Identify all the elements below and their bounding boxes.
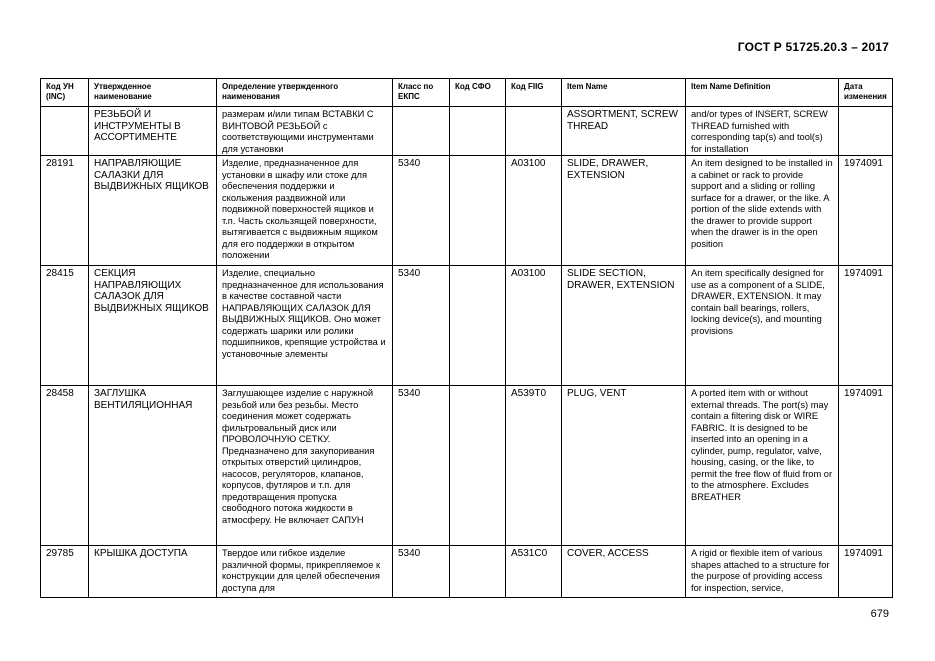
cell-item-name-definition: An item specifically designed for use as a component of a SLIDE, DRAWER, EXTENSION. It may contain ball bearings, rollers, locking device(s), and mounting provisions [686, 266, 839, 386]
cell-inc: 28191 [41, 156, 89, 266]
cell-approved-name: СЕКЦИЯ НАПРАВЛЯЮЩИХ САЛАЗОК ДЛЯ ВЫДВИЖНЫХ ЯЩИКОВ [89, 266, 217, 386]
table-row [41, 156, 893, 266]
page-number: 679 [870, 608, 889, 620]
cell-definition: размерам и/или типам ВСТАВКИ С ВИНТОВОЙ РЕЗЬБОЙ с соответствующими инструментами для установки [217, 107, 393, 156]
cell-item-name-definition: and/or types of INSERT, SCREW THREAD furnished with corresponding tap(s) and tool(s) for installation [686, 107, 839, 156]
cell-approved-name: РЕЗЬБОЙ И ИНСТРУМЕНТЫ В АССОРТИМЕНТЕ [89, 107, 217, 156]
table-row [41, 546, 893, 598]
header-change-date: Дата изменения [839, 79, 893, 107]
cell-fiig-code: A03100 [506, 156, 562, 266]
cell-sfo-code [450, 386, 506, 546]
table-body [41, 107, 893, 598]
cell-item-name-definition: A ported item with or without external threads. The port(s) may contain a filtering disk or WIRE FABRIC. It is designed to be inserted into an opening in a cylinder, pump, regulator, valve, housing, casing, or the like, to permit the free flow of fluid from or to the atmosphere. Excludes BREATHER [686, 386, 839, 546]
cell-change-date: 1974091 [839, 156, 893, 266]
header-item-name-definition: Item Name Definition [686, 79, 839, 107]
cell-ekps-class: 5340 [393, 546, 450, 598]
cell-approved-name: ЗАГЛУШКА ВЕНТИЛЯЦИОННАЯ [89, 386, 217, 546]
cell-item-name: PLUG, VENT [562, 386, 686, 546]
header-item-name: Item Name [562, 79, 686, 107]
cell-inc [41, 107, 89, 156]
cell-ekps-class: 5340 [393, 266, 450, 386]
cell-change-date: 1974091 [839, 266, 893, 386]
cell-fiig-code: A539T0 [506, 386, 562, 546]
cell-change-date: 1974091 [839, 546, 893, 598]
cell-change-date [839, 107, 893, 156]
cell-item-name: ASSORTMENT, SCREW THREAD [562, 107, 686, 156]
header-row [41, 79, 893, 107]
cell-definition: Изделие, предназначенное для установки в шкафу или стоке для обеспечения поддержки и скольжения раздвижной или подвижной поверхностей ящиков и т.п. Часть скользящей поверхности, вытягивается с выдвижным ящиком для его поддержки в открытом положении [217, 156, 393, 266]
cell-sfo-code [450, 107, 506, 156]
cell-sfo-code [450, 156, 506, 266]
header-definition: Определение утвержденного наименования [217, 79, 393, 107]
header-inc: Код УН (INC) [41, 79, 89, 107]
catalog-table [40, 78, 893, 598]
cell-sfo-code [450, 266, 506, 386]
cell-approved-name: НАПРАВЛЯЮЩИЕ САЛАЗКИ ДЛЯ ВЫДВИЖНЫХ ЯЩИКОВ [89, 156, 217, 266]
cell-fiig-code: A531C0 [506, 546, 562, 598]
cell-fiig-code [506, 107, 562, 156]
header-fiig-code: Код FIIG [506, 79, 562, 107]
header-sfo-code: Код СФО [450, 79, 506, 107]
cell-sfo-code [450, 546, 506, 598]
cell-ekps-class: 5340 [393, 386, 450, 546]
table-header [41, 79, 893, 107]
cell-definition: Твердое или гибкое изделие различной формы, прикрепляемое к конструкции для целей обеспечения доступа для [217, 546, 393, 598]
cell-item-name-definition: A rigid or flexible item of various shapes attached to a structure for the purpose of providing access for inspection, service, [686, 546, 839, 598]
cell-item-name: SLIDE, DRAWER, EXTENSION [562, 156, 686, 266]
cell-item-name: SLIDE SECTION, DRAWER, EXTENSION [562, 266, 686, 386]
cell-inc: 29785 [41, 546, 89, 598]
cell-ekps-class: 5340 [393, 156, 450, 266]
table-row [41, 266, 893, 386]
cell-definition: Заглушающее изделие с наружной резьбой или без резьбы. Место соединения может содержать фильтровальный диск или ПРОВОЛОЧНУЮ СЕТКУ. Предназначено для закупоривания открытых отверстий цилиндров, насосов, регуляторов, клапанов, корпусов, футляров и т.п. для предотвращения пропуска свободного потока жидкости в атмосферу. Не включает САПУН [217, 386, 393, 546]
table-row [41, 107, 893, 156]
header-ekps-class: Класс по ЕКПС [393, 79, 450, 107]
cell-approved-name: КРЫШКА ДОСТУПА [89, 546, 217, 598]
cell-change-date: 1974091 [839, 386, 893, 546]
cell-definition: Изделие, специально предназначенное для использования в качестве составной части НАПРАВЛЯЮЩИХ САЛАЗОК ДЛЯ ВЫДВИЖНЫХ ЯЩИКОВ. Оно может содержать шарики или ролики подшипников, крепящие устройства и установочные элементы [217, 266, 393, 386]
standard-title: ГОСТ Р 51725.20.3 – 2017 [737, 40, 889, 54]
cell-ekps-class [393, 107, 450, 156]
header-approved-name: Утвержденное наименование [89, 79, 217, 107]
cell-item-name: COVER, ACCESS [562, 546, 686, 598]
cell-inc: 28415 [41, 266, 89, 386]
cell-fiig-code: A03100 [506, 266, 562, 386]
table-row [41, 386, 893, 546]
cell-item-name-definition: An item designed to be installed in a cabinet or rack to provide support and a sliding or rolling surface for a drawer, or the like. A portion of the slide extends with the drawer to provide support when the drawer is in the open position [686, 156, 839, 266]
cell-inc: 28458 [41, 386, 89, 546]
